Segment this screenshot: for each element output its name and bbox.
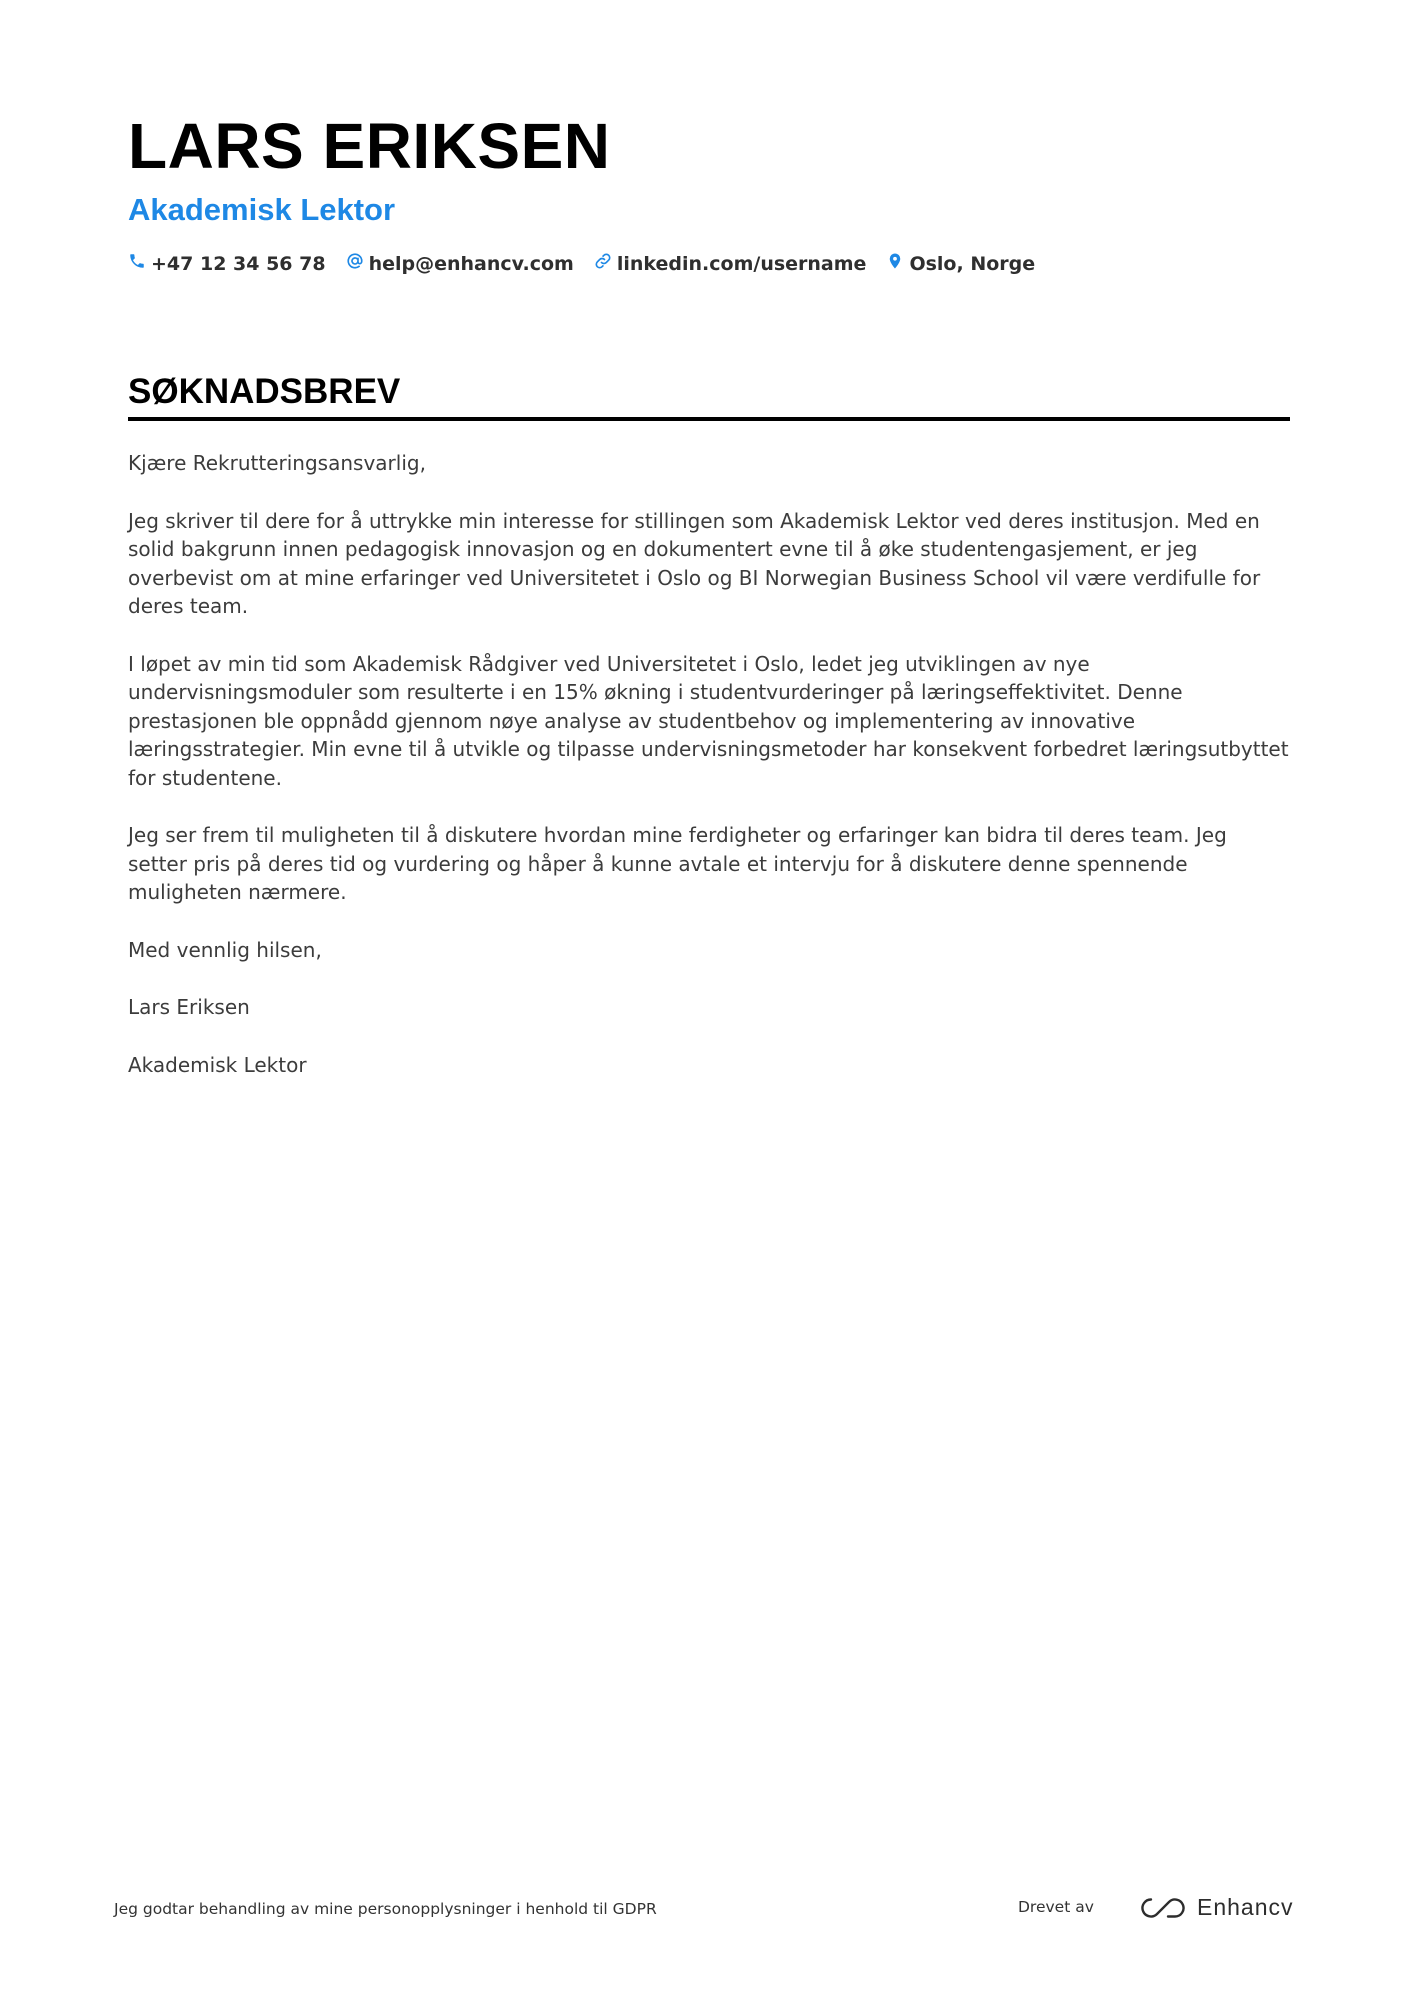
at-icon (346, 252, 369, 275)
powered-by-label: Drevet av (1018, 1898, 1094, 1916)
letter-greeting: Kjære Rekrutteringsansvarlig, (128, 451, 426, 475)
cover-letter-page (128, 108, 1290, 1108)
section-title: SØKNADSBREV (128, 372, 401, 411)
brand-logo[interactable] (1139, 1894, 1294, 1921)
letter-body (128, 449, 1290, 1079)
contact-location-text: Oslo, Norge (909, 252, 1036, 275)
applicant-role: Akademisk Lektor (128, 192, 396, 227)
contact-bar (128, 252, 1290, 275)
contact-email-text[interactable]: help@enhancv.com (368, 252, 574, 275)
letter-paragraph: Jeg skriver til dere for å uttrykke min interesse for stillingen som Akademisk Lektor ved deres institusjon. Med en solid bakgrunn innen pedagogisk innovasjon og en dokumentert evne til å øke studentengasjement, er jeg overbevist om at mine erfaringer ved Universitetet i Oslo og BI Norwegian Business School vil være verdifulle for deres team. (128, 508, 1261, 618)
contact-email (346, 252, 574, 275)
signature-title: Akademisk Lektor (128, 1052, 307, 1077)
location-pin-icon (886, 252, 909, 275)
contact-linkedin-text[interactable]: linkedin.com/username (616, 252, 867, 275)
letter-paragraph: Jeg ser frem til muligheten til å diskutere hvordan mine ferdigheter og erfaringer kan bidra til deres team. Jeg setter pris på deres tid og vurdering og håper å kunne avtale et intervju for å diskutere denne spennende muligheten nærmere. (128, 823, 1227, 904)
contact-phone (128, 252, 326, 275)
letter-closing: Med vennlig hilsen, (128, 937, 322, 962)
enhancv-logo-icon (1139, 1895, 1187, 1921)
brand-name: Enhancv (1197, 1894, 1294, 1920)
applicant-name: LARS ERIKSEN (128, 110, 611, 182)
contact-phone-text[interactable]: +47 12 34 56 78 (151, 252, 326, 275)
section-divider (128, 417, 1290, 421)
page-footer (114, 1894, 1294, 1924)
contact-location (886, 252, 1035, 275)
link-icon (594, 252, 617, 275)
gdpr-consent-text: Jeg godtar behandling av mine personopplysninger i henhold til GDPR (114, 1900, 657, 1918)
signature-name: Lars Eriksen (128, 995, 250, 1019)
contact-linkedin (594, 252, 867, 275)
phone-icon (128, 252, 151, 275)
letter-paragraph: I løpet av min tid som Akademisk Rådgiver ved Universitetet i Oslo, ledet jeg utviklingen av nye undervisningsmoduler som resulterte i en 15% økning i studentvurderinger på læringseffektivitet. Denne prestasjonen ble oppnådd gjennom nøye analyse av studentbehov og implementering av innovative læringsstrategier. Min evne til å utvikle og tilpasse undervisningsmetoder har konsekvent forbedret læringsutbyttet for studentene. (128, 651, 1289, 790)
